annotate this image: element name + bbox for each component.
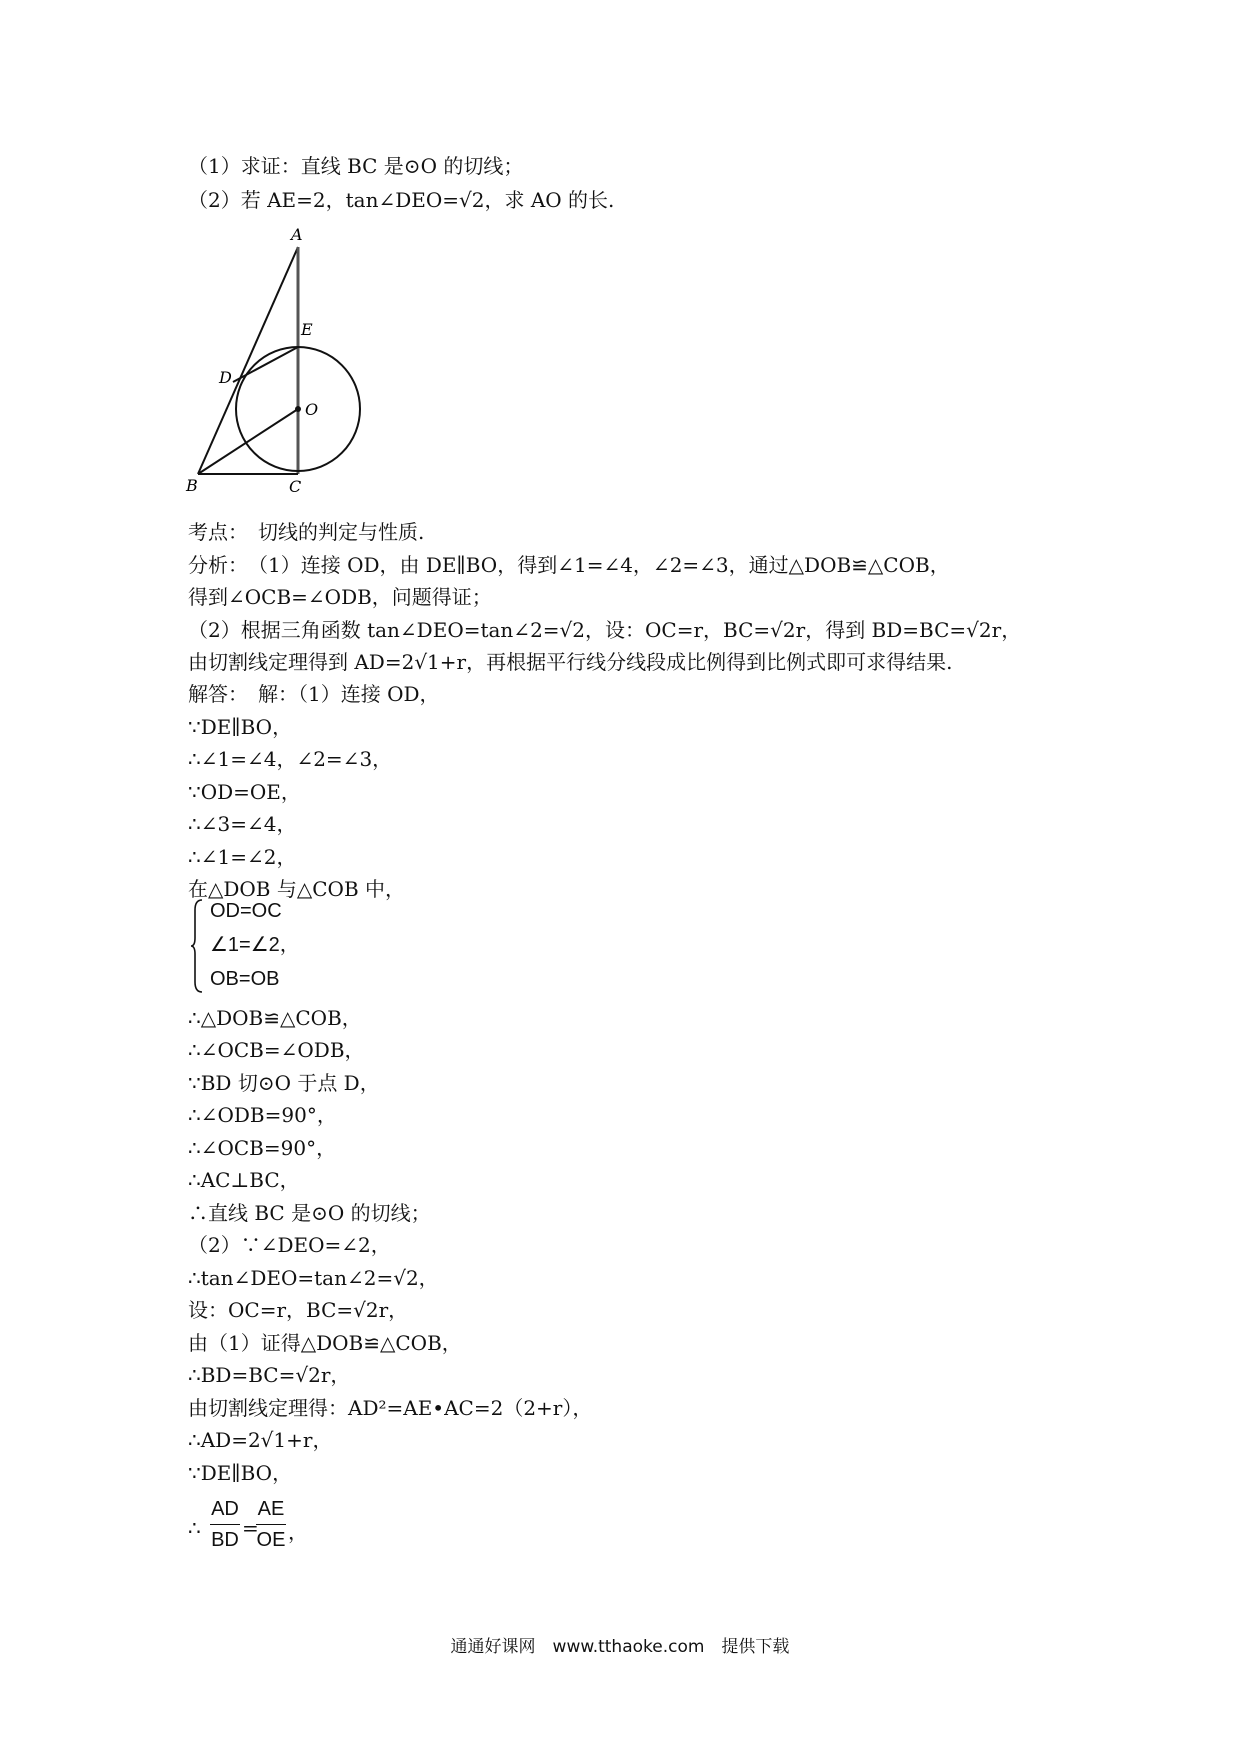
system-row-2 xyxy=(210,932,300,958)
fenxi-line-1: 分析： （1）连接 OD，由 DE∥BO，得到∠1=∠4，∠2=∠3，通过△DOB≌△COB， xyxy=(188,553,950,577)
jieda-line-3: ∴∠1=∠4，∠2=∠3， xyxy=(188,747,393,771)
label-a: A xyxy=(291,225,303,244)
fraction-right-num: AE xyxy=(257,1498,285,1520)
system-tail: ， xyxy=(279,934,300,956)
jieda2-line-11: 由（1）证得△DOB≌△COB， xyxy=(188,1331,462,1355)
fraction-right-den: OE xyxy=(256,1529,286,1551)
jieda-line-6: ∴∠1=∠2， xyxy=(188,845,297,869)
jieda2-line-4: ∴∠ODB=90°， xyxy=(188,1103,337,1127)
fraction-tail: ， xyxy=(288,1520,308,1544)
jieda-line-4: ∵OD=OE， xyxy=(188,780,301,804)
fraction-eq: = xyxy=(242,1516,259,1540)
jieda2-line-1: ∴△DOB≌△COB， xyxy=(188,1006,362,1030)
label-o: O xyxy=(305,400,319,419)
question-1: （1）求证：直线 BC 是⊙O 的切线； xyxy=(188,154,524,178)
system-row-2-text: ∠1=∠2 xyxy=(210,934,280,956)
jieda2-line-7: ∴直线 BC 是⊙O 的切线； xyxy=(188,1201,431,1225)
system-row-1: OD=OC xyxy=(210,900,282,922)
center-point xyxy=(295,406,301,412)
jieda2-line-9: ∴tan∠DEO=tan∠2=√2， xyxy=(188,1266,439,1290)
fraction-left xyxy=(210,1496,240,1553)
jieda2-line-13: 由切割线定理得：AD²=AE•AC=2（2+r）， xyxy=(188,1396,593,1420)
jieda2-line-12: ∴BD=BC=√2r， xyxy=(188,1363,351,1387)
jieda-line-7: 在△DOB 与△COB 中， xyxy=(188,877,406,901)
jieda2-line-5: ∴∠OCB=90°， xyxy=(188,1136,337,1160)
line-de xyxy=(233,347,298,382)
jieda-line-1: 解答： 解：（1）连接 OD， xyxy=(188,682,440,706)
fraction-right xyxy=(256,1496,286,1553)
fraction-left-num: AD xyxy=(211,1498,239,1520)
left-brace-icon xyxy=(190,898,204,994)
question-2: （2）若 AE=2，tan∠DEO=√2，求 AO 的长. xyxy=(188,188,615,212)
kaodian: 考点： 切线的判定与性质. xyxy=(188,520,425,544)
jieda2-line-8: （2）∵∠DEO=∠2， xyxy=(188,1233,391,1257)
label-d: D xyxy=(219,368,232,387)
fenxi-line-2: 得到∠OCB=∠ODB，问题得证； xyxy=(188,585,492,609)
page-footer: 通通好课网 www.tthaoke.com 提供下载 xyxy=(450,1637,790,1657)
jieda-line-5: ∴∠3=∠4， xyxy=(188,812,297,836)
fenxi-line-3: （2）根据三角函数 tan∠DEO=tan∠2=√2，设：OC=r，BC=√2r，得到 BD=BC=√2r， xyxy=(188,618,1022,642)
label-c: C xyxy=(289,477,302,496)
equation-system xyxy=(190,898,390,998)
jieda2-line-6: ∴AC⊥BC， xyxy=(188,1168,300,1192)
jieda2-line-2: ∴∠OCB=∠ODB， xyxy=(188,1038,365,1062)
jieda-line-2: ∵DE∥BO， xyxy=(188,715,293,739)
label-b: B xyxy=(186,476,198,495)
line-ab xyxy=(198,247,298,474)
geometry-figure xyxy=(178,222,378,502)
system-row-3: OB=OB xyxy=(210,968,280,990)
therefore-symbol: ∴ xyxy=(188,1516,201,1540)
fraction-left-den: BD xyxy=(211,1529,239,1551)
fenxi-line-4: 由切割线定理得到 AD=2√1+r，再根据平行线分线段成比例得到比例式即可求得结果. xyxy=(188,650,953,674)
jieda2-line-3: ∵BD 切⊙O 于点 D， xyxy=(188,1071,380,1095)
label-e: E xyxy=(301,320,313,339)
jieda2-line-15: ∵DE∥BO， xyxy=(188,1461,293,1485)
jieda2-line-10: 设：OC=r，BC=√2r， xyxy=(188,1298,409,1322)
jieda2-line-14: ∴AD=2√1+r， xyxy=(188,1428,333,1452)
